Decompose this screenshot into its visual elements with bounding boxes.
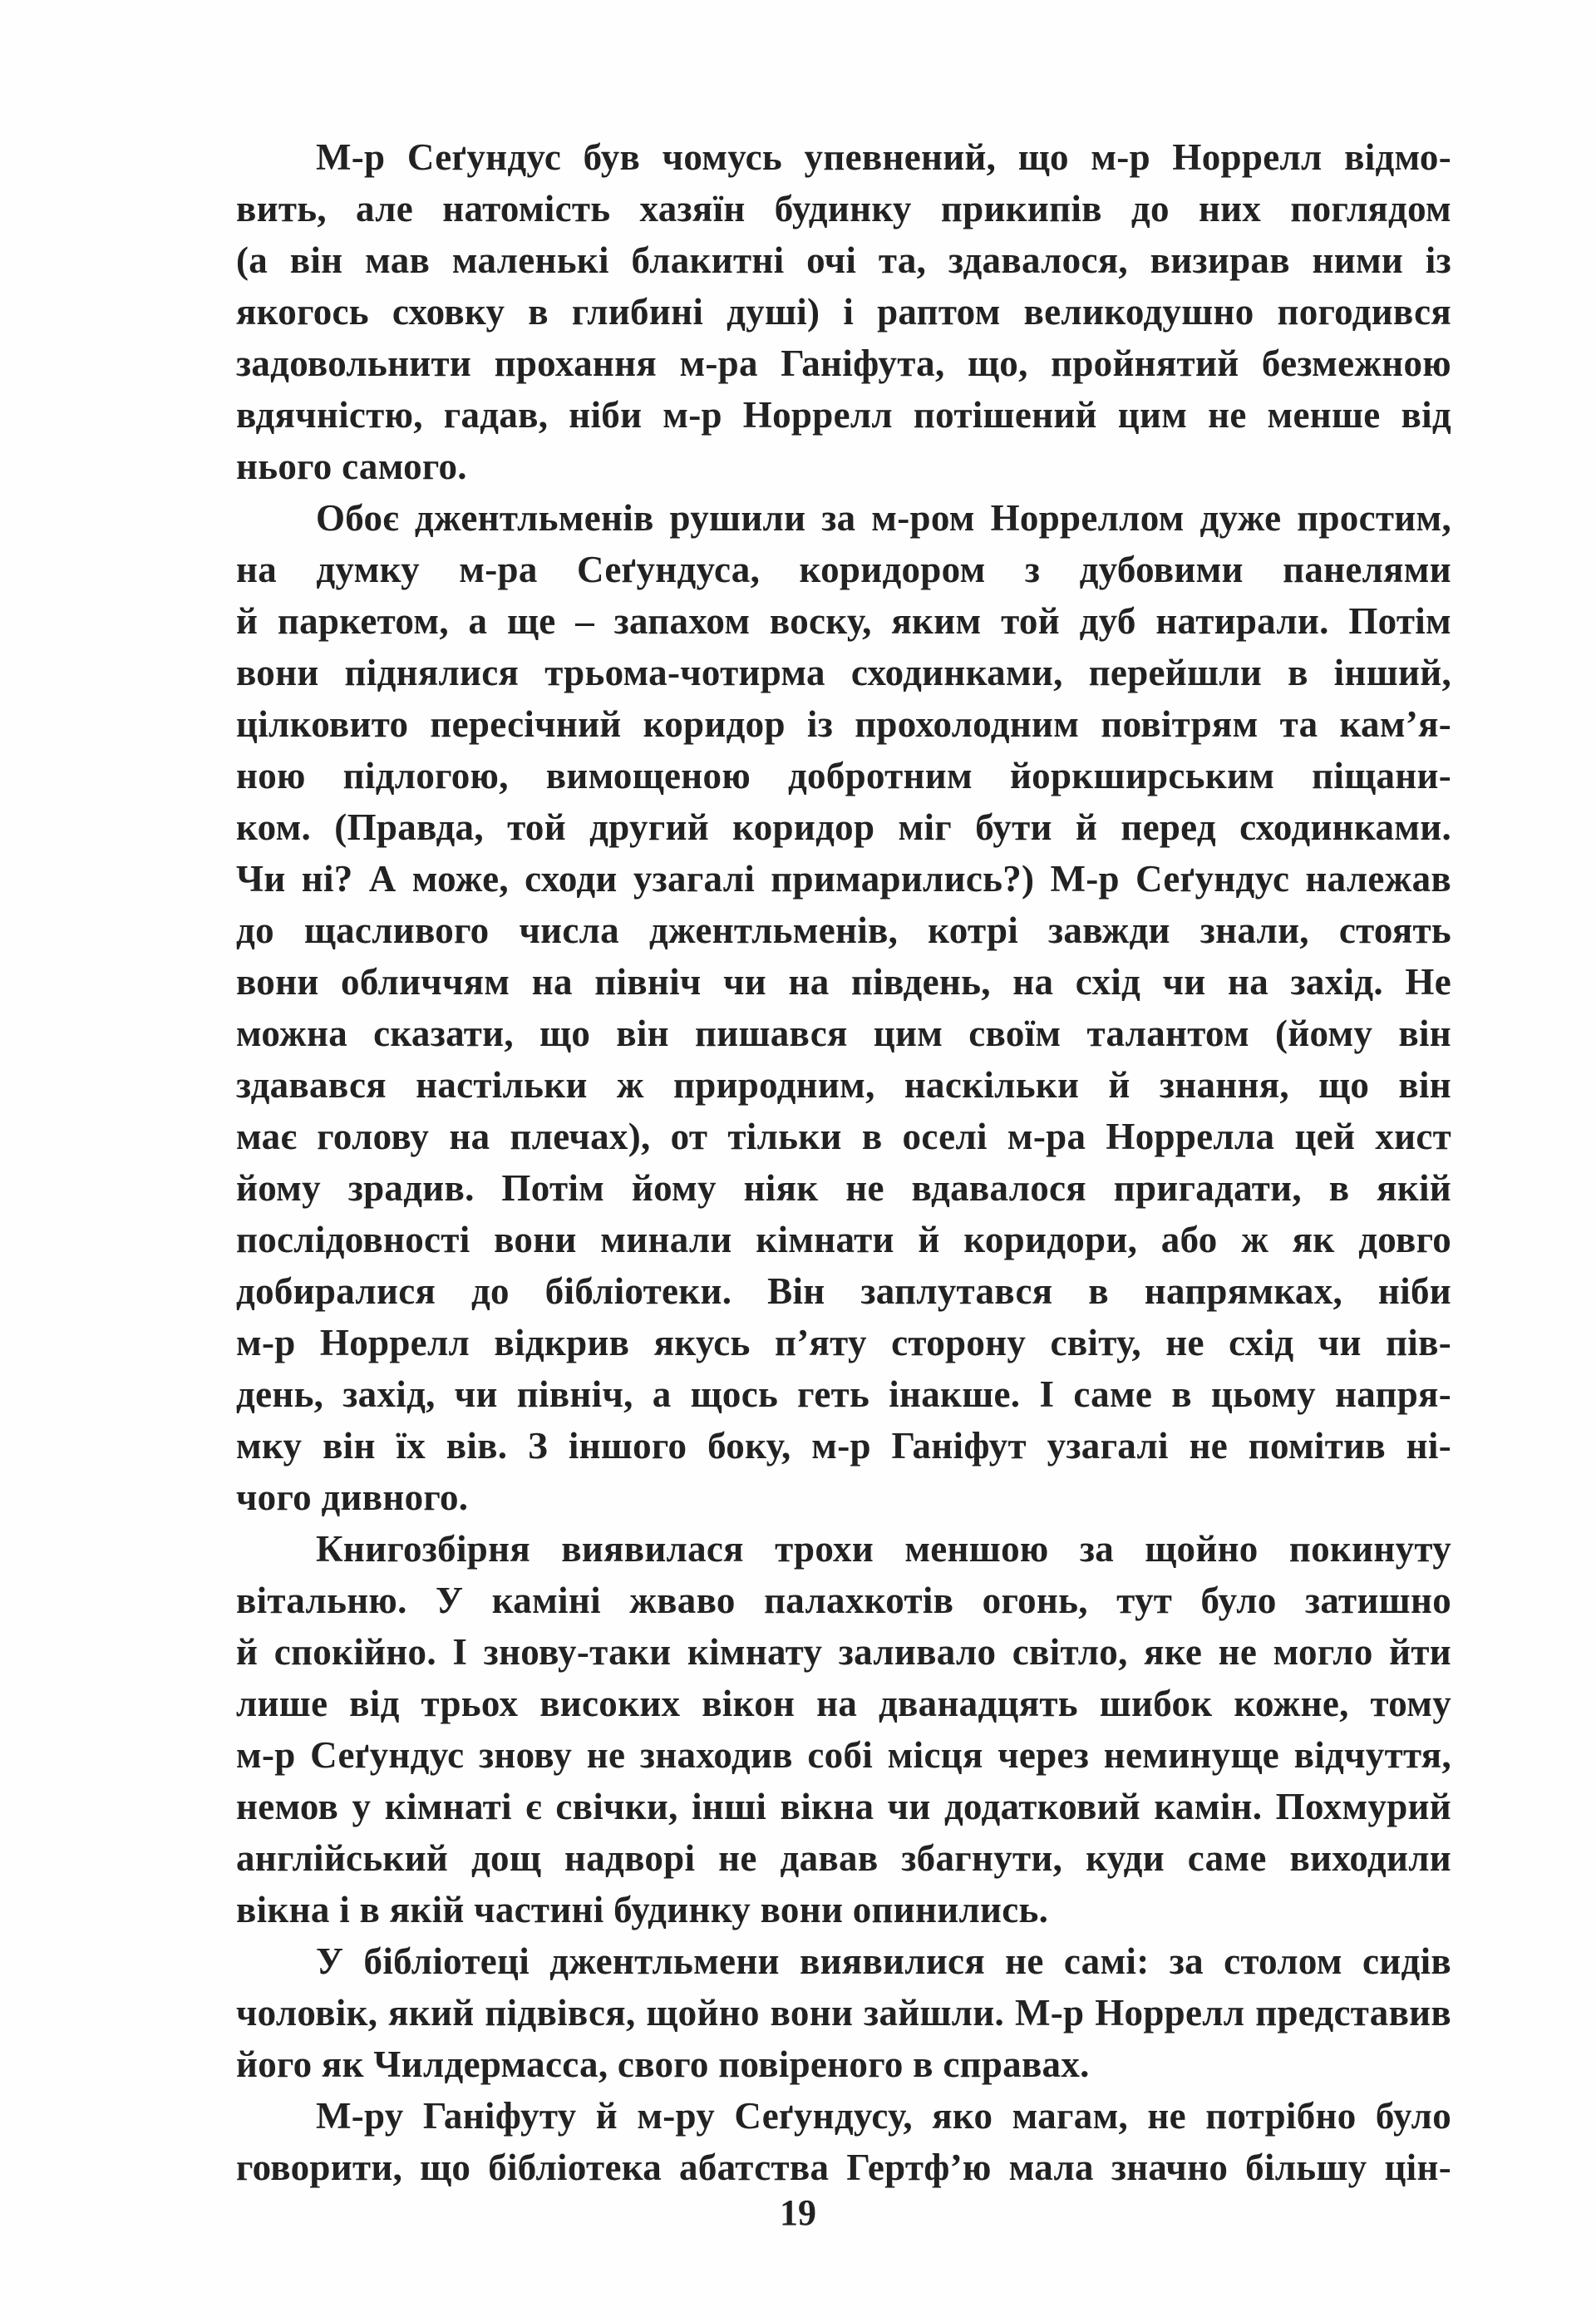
text-line: вони піднялися трьома-чотирма сходинками, перейшли в інший, [236,652,1451,693]
text-line: вони обличчям на північ чи на південь, на схід чи на захід. Не [236,961,1451,1003]
text-line: Обоє джентльменів рушили за м-ром Норреллом дуже простим, [316,497,1451,539]
page-number: 19 [780,2192,816,2233]
text-line: йому зрадив. Потім йому ніяк не вдавалося пригадати, в якій [236,1167,1451,1209]
text-line: чоловік, який підвівся, щойно вони зайшли. М-р Норрелл представив [236,1992,1451,2034]
text-line: ком. (Правда, той другий коридор міг бути й перед сходинками. [236,806,1451,848]
text-line: (а він мав маленькі блакитні очі та, здавалося, визирав ними із [236,239,1451,281]
text-line: нього самого. [236,446,467,487]
text-line: здавався настільки ж природним, наскільки й знання, що він [236,1064,1451,1106]
text-line: говорити, що бібліотека абатства Гертф’ю мала значно більшу цін- [236,2147,1451,2188]
text-line: чого дивного. [236,1477,469,1518]
text-line: Чи ні? А може, сходи узагалі примарились?) М-р Сеґундус належав [236,858,1451,900]
text-line: м-р Сеґундус знову не знаходив собі місця через неминуще відчуття, [236,1734,1451,1776]
text-line: вікна і в якій частині будинку вони опинились. [236,1889,1049,1930]
text-line: має голову на плечах), от тільки в оселі м-ра Норрелла цей хист [236,1116,1451,1157]
paragraph [236,492,1451,1523]
text-line: немов у кімнаті є свічки, інші вікна чи додатковий камін. Похмурий [236,1786,1451,1827]
text-line: його як Чилдермасса, свого повіреного в справах. [236,2043,1090,2085]
text-line: до щасливого числа джентльменів, котрі завжди знали, стоять [236,910,1451,951]
text-line: М-ру Ганіфуту й м-ру Сеґундусу, яко магам, не потрібно було [316,2095,1451,2137]
text-line: вить, але натомість хазяїн будинку прикипів до них поглядом [236,188,1451,229]
text-line: ною підлогою, вимощеною добротним йоркширським піщани- [236,755,1451,796]
text-line: м-р Норрелл відкрив якусь п’яту сторону світу, не схід чи пів- [236,1322,1451,1363]
text-line: лише від трьох високих вікон на дванадцять шибок кожне, тому [236,1683,1451,1724]
text-line: вітальню. У каміні жваво палахкотів огонь, тут було затишно [236,1580,1451,1621]
text-line: вдячністю, гадав, ніби м-р Норрелл потішений цим не менше від [236,394,1451,436]
text-line: задовольнити прохання м-ра Ганіфута, що, пройнятий безмежною [236,343,1451,384]
paragraph [236,131,1451,492]
paragraph [236,2090,1451,2193]
text-line: можна сказати, що він пишався цим своїм талантом (йому він [236,1013,1451,1054]
body-text [236,131,1451,2193]
text-line: й спокійно. І знову-таки кімнату заливало світло, яке не могло йти [236,1631,1451,1673]
text-line: англійський дощ надворі не давав збагнути, куди саме виходили [236,1837,1451,1879]
text-line: Книгозбірня виявилася трохи меншою за щойно покинуту [316,1528,1451,1570]
text-line: на думку м-ра Сеґундуса, коридором з дубовими панелями [236,549,1451,590]
text-line: цілковито пересічний коридор із прохолодним повітрям та кам’я- [236,703,1451,745]
paragraph [236,1523,1451,1935]
text-line: добиралися до бібліотеки. Він заплутався в напрямках, ніби [236,1270,1451,1312]
text-line: М-р Сеґундус був чомусь упевнений, що м-р Норрелл відмо- [316,136,1451,178]
text-line: послідовності вони минали кімнати й коридори, або ж як довго [236,1219,1451,1260]
text-line: У бібліотеці джентльмени виявилися не самі: за столом сидів [316,1940,1451,1982]
text-line: день, захід, чи північ, а щось геть інакше. І саме в цьому напря- [236,1373,1451,1415]
text-line: якогось сховку в глибині душі) і раптом великодушно погодився [236,291,1451,333]
text-line: й паркетом, а ще – запахом воску, яким той дуб натирали. Потім [236,600,1451,642]
text-line: мку він їх вів. З іншого боку, м-р Ганіфут узагалі не помітив ні- [236,1425,1451,1467]
paragraph [236,1935,1451,2090]
